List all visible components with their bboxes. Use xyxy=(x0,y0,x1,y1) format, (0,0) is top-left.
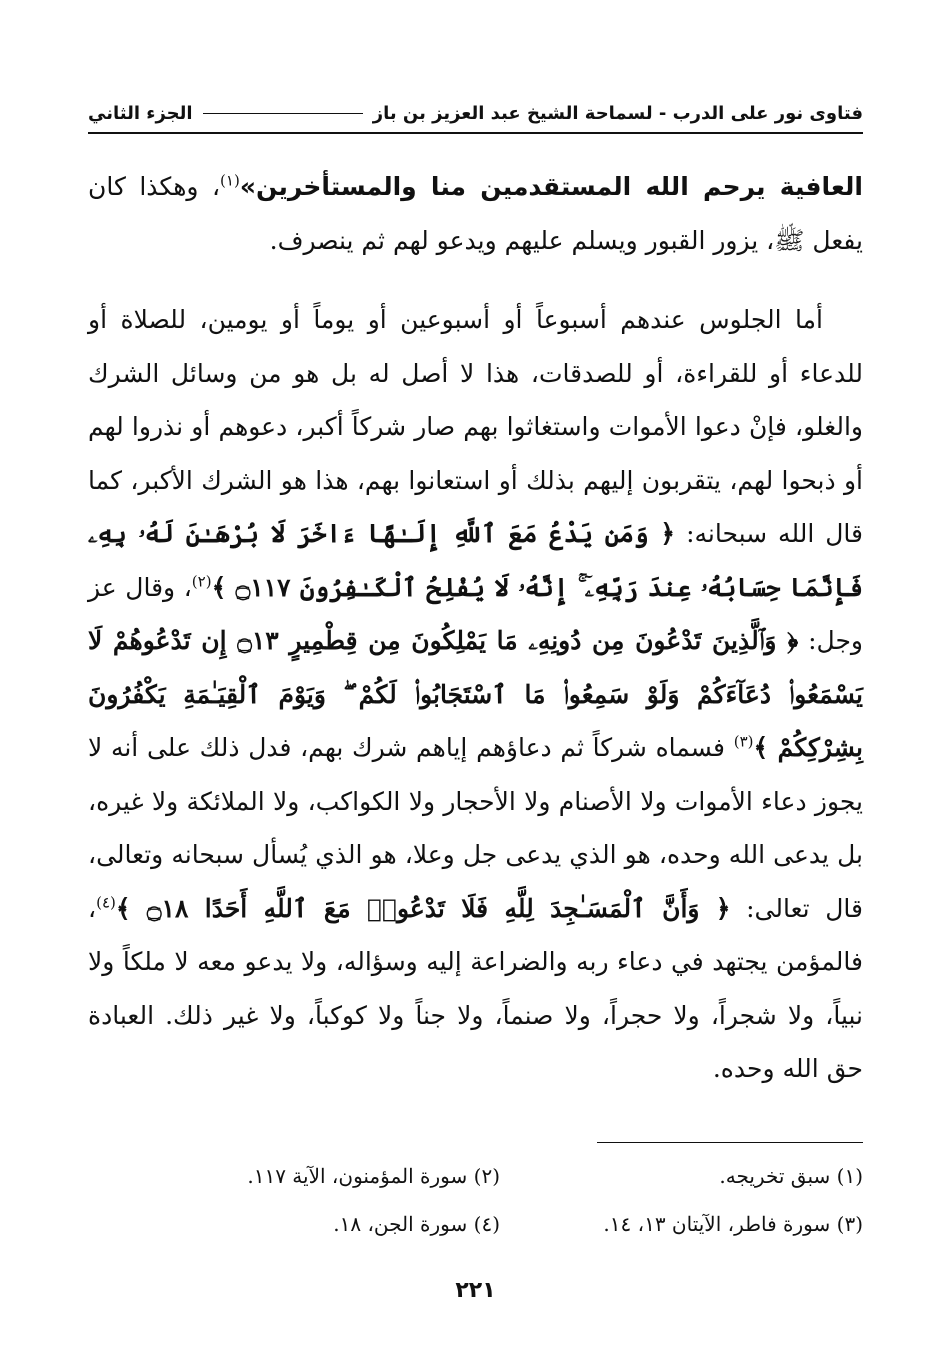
paragraph-2-part-b: ، وقال عز وجل: xyxy=(88,572,863,655)
header-rule xyxy=(203,113,363,114)
page-number: ٢٢١ xyxy=(455,1278,496,1303)
quran-verse-2: ﴿ وَٱلَّذِينَ تَدْعُونَ مِن دُونِهِۦ مَا يَمْلِكُونَ مِن قِطْمِيرٍ ۝١٣ إِن تَدْعُوهُمْ لَا يَسْمَعُوا۟ دُعَآءَكُمْ وَلَوْ سَمِعُوا۟ مَا ٱسْتَجَابُوا۟ لَكُمْ ۖ وَيَوْمَ ٱلْقِيَـٰمَةِ يَكْفُرُونَ بِشِرْكِكُمْ ﴾ xyxy=(88,626,863,762)
footnotes xyxy=(120,1152,863,1248)
paragraph-1 xyxy=(88,160,863,267)
header-volume: الجزء الثاني xyxy=(88,102,193,124)
footnote-1: (١) سبق تخريجه. xyxy=(719,1164,863,1188)
hadith-quote: العافية يرحم الله المستقدمين منا والمستأخرين» xyxy=(239,172,863,201)
footnote-row-2 xyxy=(120,1200,863,1248)
footnote-2: (٢) سورة المؤمنون، الآية ١١٧. xyxy=(247,1164,500,1188)
footnote-row-1 xyxy=(120,1152,863,1200)
paragraph-1-rest: ، وهكذا كان يفعل ﷺ، يزور القبور ويسلم عليهم ويدعو لهم ثم ينصرف. xyxy=(88,172,863,255)
paragraph-2-part-d: ، فالمؤمن يجتهد في دعاء ربه والضراعة إليه وسؤاله، ولا يدعو معه لا ملكاً ولا نبياً، ولا شجراً، ولا حجراً، ولا صنماً، ولا جناً ولا كوكباً، ولا غير ذلك. العبادة حق الله وحده. xyxy=(88,893,863,1083)
header-book-title: فتاوى نور على الدرب - لسماحة الشيخ عبد العزيز بن باز xyxy=(372,102,863,124)
footnote-3: (٣) سورة فاطر، الآيتان ١٣، ١٤. xyxy=(603,1212,863,1236)
footnote-ref-3: (٣) xyxy=(733,732,754,751)
footnote-ref-2: (٢) xyxy=(191,572,212,591)
quran-verse-1: ﴿ وَمَن يَدْعُ مَعَ ٱللَّهِ إِلَـٰهًا ءَاخَرَ لَا بُرْهَـٰنَ لَهُۥ بِهِۦ فَإِنَّمَا حِسَابُهُۥ عِندَ رَبِّهِۦٓ ۚ إِنَّهُۥ لَا يُفْلِحُ ٱلْكَـٰفِرُونَ ۝١١٧ ﴾ xyxy=(88,519,863,602)
paragraph-2-part-c: فسماه شركاً ثم دعاؤهم إياهم شرك بهم، فدل ذلك على أنه لا يجوز دعاء الأموات ولا الأصنام ولا الأحجار ولا الكواكب، ولا الملائكة ولا غيره، بل يدعى الله وحده، هو الذي يدعى جل وعلا، هو الذي يُسأل سبحانه وتعالى، قال تعالى: xyxy=(88,733,863,923)
footnote-divider xyxy=(597,1142,863,1143)
footnote-4: (٤) سورة الجن، ١٨. xyxy=(333,1212,500,1236)
running-header xyxy=(88,98,863,134)
paragraph-2 xyxy=(88,293,863,1096)
main-text xyxy=(88,160,863,1096)
footnote-ref-1: (١) xyxy=(220,171,240,190)
footnote-ref-4: (٤) xyxy=(96,893,116,912)
paragraph-2-part-a: أما الجلوس عندهم أسبوعاً أو أسبوعين أو يوماً أو يومين، للصلاة أو للدعاء أو للقراءة، أو للصدقات، هذا لا أصل له بل هو من وسائل الشرك والغلو، فإنْ دعوا الأموات واستغاثوا بهم صار شركاً أكبر، دعوهم أو نذروا لهم أو ذبحوا لهم، يتقربون إليهم بذلك أو استعانوا بهم، هذا هو الشرك الأكبر، كما قال الله سبحانه: xyxy=(88,305,863,548)
quran-verse-3: ﴿ وَأَنَّ ٱلْمَسَـٰجِدَ لِلَّهِ فَلَا تَدْعُوا۟ مَعَ ٱللَّهِ أَحَدًا ۝١٨ ﴾ xyxy=(115,893,731,923)
